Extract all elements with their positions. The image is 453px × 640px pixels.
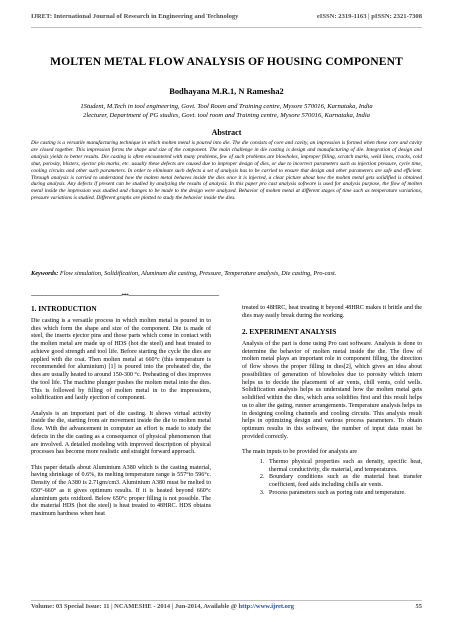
header-divider	[31, 27, 422, 28]
list-item: 3. Process parameters such as poring rate and temperature.	[266, 490, 422, 498]
continued-paragraph: treated to 48HRC, heat treating it beyond 48HRC makes it brittle and the dies may easily break during the working.	[242, 305, 422, 319]
journal-header	[31, 10, 422, 22]
inputs-list	[242, 459, 422, 498]
list-item: 2. Boundary conditions such as die material heat transfer coefficient, feed aids including chills air vents.	[266, 474, 422, 490]
keywords-label: Keywords:	[31, 270, 59, 277]
section-separator: --------------------------------------------------------------------***--------------------------------------------------------------------	[31, 293, 219, 299]
affiliation-2: 2lecturer, Department of PG studies, Govt. tool room and Training centre, Mysore 570016, Karnataka, India	[83, 111, 370, 119]
journal-url-link[interactable]: http://www.ijret.org	[238, 603, 295, 610]
experiment-paragraph-2: The main inputs to be provided for analysis are	[242, 449, 358, 455]
keywords-text: Flow simulation, Solidification, Aluminum die casting, Pressure, Temperature analysis, Die casting, Pro-cast.	[59, 270, 337, 277]
keywords	[31, 268, 422, 279]
experiment-paragraph-1: Analysis of the part is done using Pro cast software. Analysis is done to determine the behavior of molten metal inside the die. The flow of molten metal plays an important role in component filling, the direction of flow shows the proper filling in dies[2], which gives an idea about possibilities of generation of blowholes due to porosity which intern helps us to decide the placement of air vents, chill vents, cold wells. Solidification analysis helps us understand how the molten metal gets solidified within the dies, which area solidifies first and this result helps us to alter the gating, runner arrangements. Temperature analysis helps us in designing cooling channels and cooling circuits. This analysis result helps in optimizing design and various process parameters. To obtain optimum results in this software, the number of input data must be provided correctly.	[242, 340, 422, 440]
intro-paragraph-3: This paper details about Aluminium A380 which is the casting material, having shrinkage of 0.6%, its melting temperature range is 557°to 596°c. Density of the A380 is 2.71gm/cm3. Aluminium A380 must be melted to 650°-660° as it gives optimum results. If it is heated beyond 660°c aluminium gets oxidized. Below 650°c proper filling is not possible. The die material HDS (hot die steel) is heat treated to 48HRC. HDS obtains maximum hardness when heat	[31, 464, 211, 517]
experiment-heading: 2. EXPERIMENT ANALYSIS	[242, 327, 337, 336]
author-affiliations	[30, 103, 423, 120]
page-number: 55	[415, 603, 422, 610]
footer-volume-text: Volume: 03 Special Issue: 11 | NCAMESHE - 2014 | Jun-2014, Available @	[31, 603, 237, 610]
list-item: 1. Thermo physical properties such as density, specific heat, thermal conductivity, die material, and temperatures.	[266, 459, 422, 475]
right-column	[242, 305, 422, 498]
page-footer	[31, 603, 422, 610]
footer-divider	[31, 600, 422, 601]
intro-paragraph-1: Die casting is a versatile process in which molten metal is poured in to dies which form the shape and size of the component. Die is made of steel, the inserts ejector pins and those parts which come in contact with the molten metal are made up of HDS (hot die steel) and heat treated to achieve good strength and tool life. Before starting the cycle the dies are applied with die coat. Then molten metal at 660°c (this temperature is recommended for aluminium) [1] is poured into the preheated die, the dies are usually heated to around 150-300 °c. Preheating of dies improves the tool life. The machine plunger pushes the molten metal into the dies. This is followed by filling of molten metal in to the impressions, solidification and lastly ejection of component.	[31, 317, 211, 402]
affiliation-1: 1Student, M.Tech in tool engineering, Govt. Tool Room and Training centre, Mysore 570016, Karnataka, India	[80, 103, 373, 110]
abstract-text: Die casting is a versatile manufacturing technique in which molten metal is poured into die. The die consists of core and cavity, an impression is formed when these core and cavity are closed together. This impression forms the shape and size of the component. The main challenge in die casting is design and manufacturing of die. Integration of design and analysis yields to better results. Die casting is often encountered with many problems, few of such problems are blowholes, improper filling, scratch marks, weld lines, cracks, cold shut, porosity, blisters, ejector pin marks, etc. usually these defects are caused due to improper design of dies, or due to incorrect parameters such as injection pressure, cycle time, cooling circuits and other such parameters. In order to eliminate such defects a set of analysis has to be carried to ensure that design and other parameters are safe and efficient. Through analysis is carried to understand how the molten metal behaves inside the dies once it is injected, a clear picture about how the molten metal gets solidified is obtained during analysis. Any defects if present can be studied by analyzing the results of analysis. In this paper pro cast analysis software is used for analysis purpose, the flow of molten metal inside the impression was studied and changes to be made to the design were analyzed. Behavior of molten metal at different stages of time such as temperature variations, pressure variations is studied. Different graphs are plotted to study the behavior inside the dies.	[31, 140, 422, 202]
intro-paragraph-2: Analysis is an important part of die casting. It shows virtual activity inside the die, starting from air movement inside the die to molten metal flow. With the advancement in computer an effort is made to study the defects in the die casting as a consequence of physical phenomenon that are involved. A detailed modeling with improved description of physical processes has become more realistic and straight forward approach.	[31, 410, 211, 456]
paper-title: MOLTEN METAL FLOW ANALYSIS OF HOUSING COMPONENT	[50, 55, 403, 68]
footer-volume	[31, 603, 294, 610]
left-column	[31, 305, 211, 526]
paper-authors: Bodhayana M.R.1, N Ramesha2	[169, 87, 284, 96]
journal-issn: eISSN: 2319-1163 | pISSN: 2321-7308	[316, 12, 422, 20]
introduction-heading: 1. INTRODUCTION	[31, 304, 97, 313]
journal-name: IJRET: International Journal of Research in Engineering and Technology	[31, 12, 239, 20]
abstract-heading: Abstract	[211, 128, 242, 137]
